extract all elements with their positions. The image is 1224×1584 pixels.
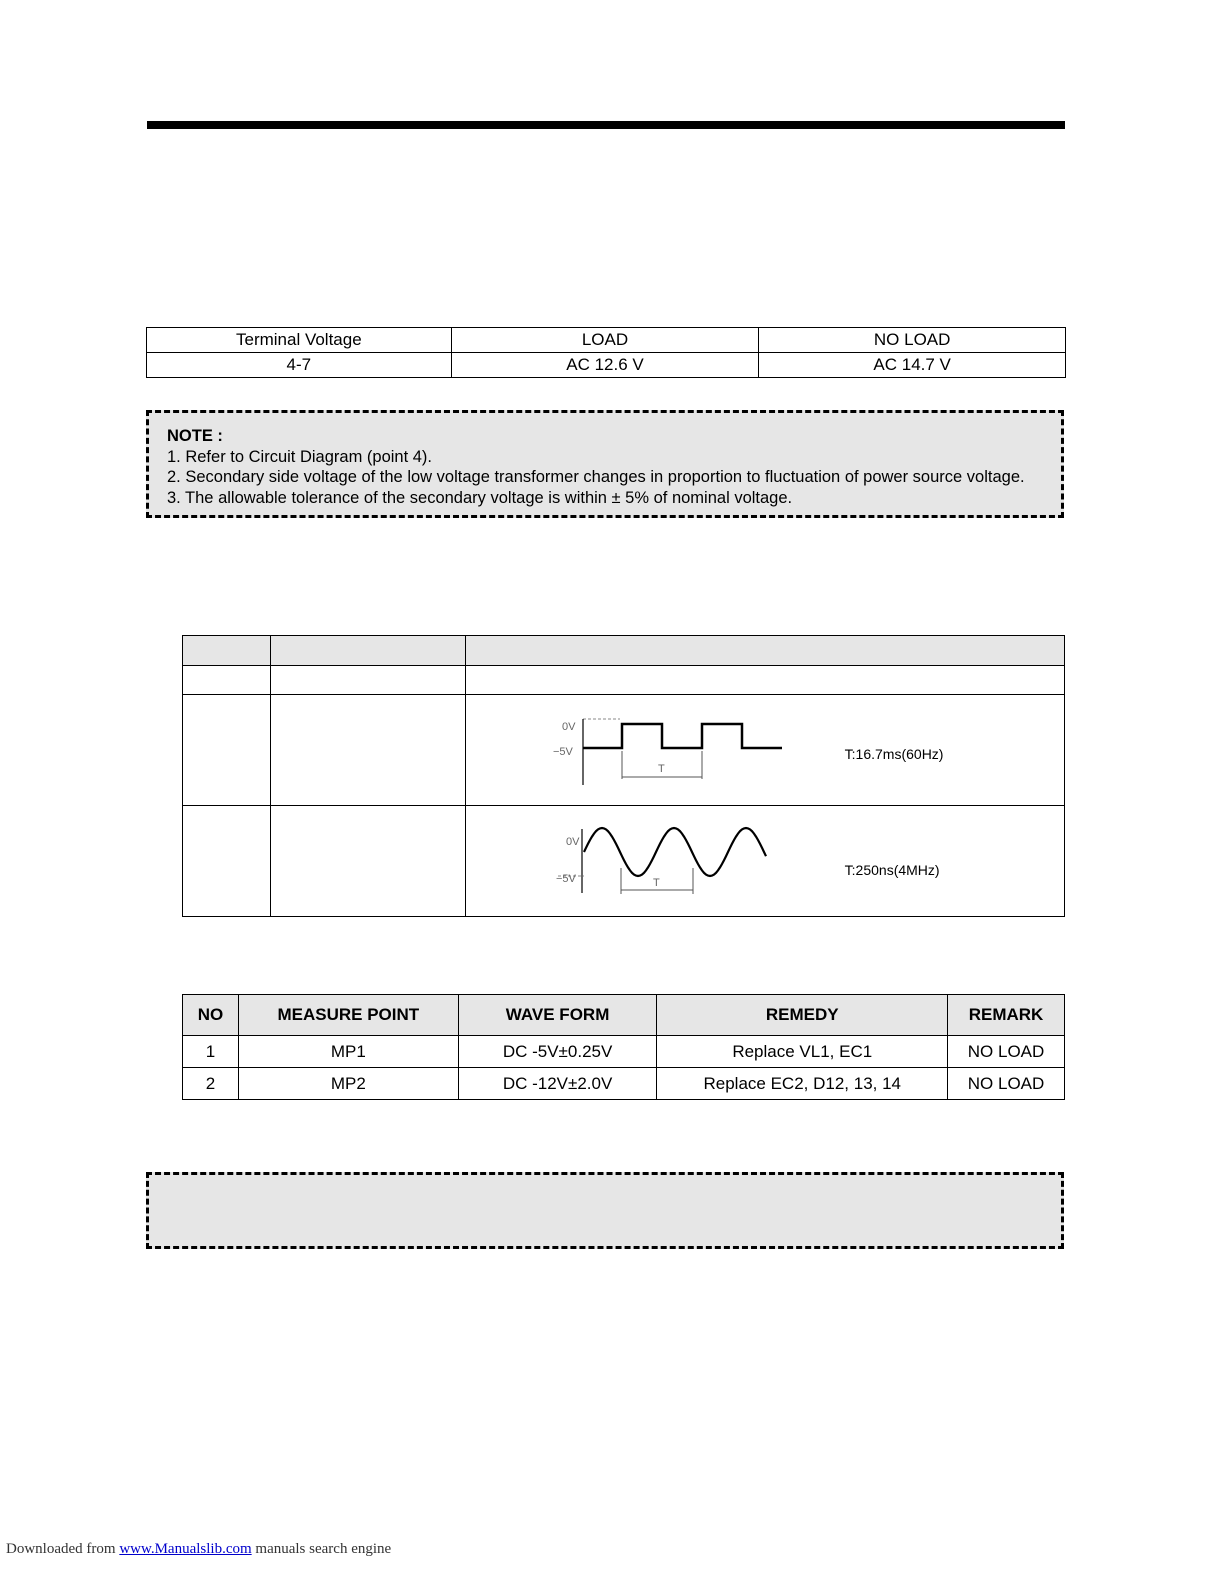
terminal-voltage-table [146, 327, 1066, 378]
square-top-label: 0V [561, 721, 576, 733]
cell-measure-point: MP1 [238, 1036, 458, 1068]
sine-period-label: T:250ns(4MHz) [844, 862, 940, 878]
square-period-label: T:16.7ms(60Hz) [844, 746, 944, 762]
header-remark: REMARK [948, 995, 1065, 1036]
cell-wave-form: DC -5V±0.25V [458, 1036, 657, 1068]
sine-bottom-label: −5V [555, 873, 576, 885]
cell-wave-form: DC -12V±2.0V [458, 1068, 657, 1100]
sine-wave-diagram [466, 806, 1066, 916]
note-title: NOTE : [167, 427, 223, 445]
note-line: 2. Secondary side voltage of the low voltage transformer changes in proportion to fluctuation of power source voltage. [167, 468, 1025, 486]
sine-wave-cell [465, 806, 1064, 917]
note-box [146, 410, 1064, 518]
sine-period-symbol: T [652, 877, 660, 889]
cell-no: 2 [183, 1068, 239, 1100]
table-header-row [147, 328, 1066, 353]
header-no: NO [183, 995, 239, 1036]
footer-suffix: manuals search engine [251, 1541, 392, 1557]
header-remedy: REMEDY [657, 995, 948, 1036]
table-header-row [183, 636, 1065, 666]
cell-measure-point: MP2 [238, 1068, 458, 1100]
square-wave-cell [465, 695, 1064, 806]
footer-prefix: Downloaded from [6, 1541, 120, 1557]
cell-load: AC 12.6 V [451, 353, 759, 378]
footer-link[interactable]: www.Manualslib.com [119, 1541, 252, 1557]
square-bottom-label: −5V [552, 746, 573, 758]
footer [6, 1541, 391, 1558]
table-row [147, 353, 1066, 378]
waveform-table [182, 635, 1065, 917]
table-row [183, 666, 1065, 695]
cell-remedy: Replace VL1, EC1 [657, 1036, 948, 1068]
top-rule [147, 121, 1065, 129]
blank-note-box [146, 1172, 1064, 1249]
cell-remark: NO LOAD [948, 1068, 1065, 1100]
header-load: LOAD [451, 328, 759, 353]
note-line: 3. The allowable tolerance of the secondary voltage is within ± 5% of nominal voltage. [167, 488, 793, 507]
cell-remark: NO LOAD [948, 1036, 1065, 1068]
cell-no: 1 [183, 1036, 239, 1068]
header-measure-point: MEASURE POINT [238, 995, 458, 1036]
table-row [183, 1068, 1065, 1100]
table-row [183, 806, 1065, 917]
square-wave-diagram [466, 695, 1066, 805]
cell-terminal: 4-7 [147, 353, 452, 378]
sine-top-label: 0V [565, 836, 580, 848]
cell-remedy: Replace EC2, D12, 13, 14 [657, 1068, 948, 1100]
header-terminal-voltage: Terminal Voltage [147, 328, 452, 353]
measure-table [182, 994, 1065, 1100]
square-period-symbol: T [657, 763, 665, 775]
cell-no-load: AC 14.7 V [759, 353, 1066, 378]
table-header-row [183, 995, 1065, 1036]
table-row [183, 695, 1065, 806]
header-wave-form: WAVE FORM [458, 995, 657, 1036]
note-line: 1. Refer to Circuit Diagram (point 4). [167, 447, 433, 466]
table-row [183, 1036, 1065, 1068]
header-no-load: NO LOAD [759, 328, 1066, 353]
